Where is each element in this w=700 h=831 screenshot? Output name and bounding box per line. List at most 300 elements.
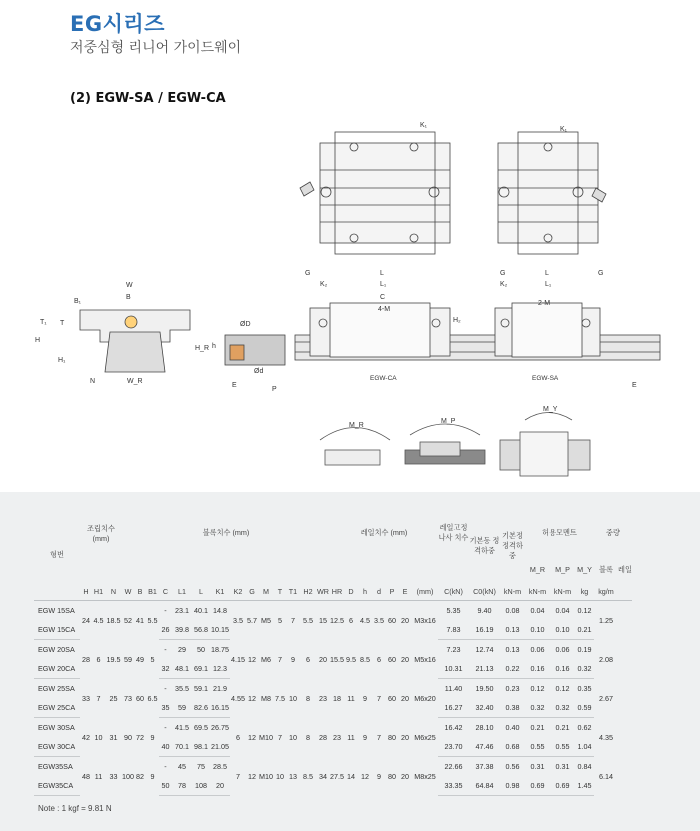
table-cell: 19.5: [106, 654, 121, 664]
l-label: L: [380, 270, 384, 277]
table-cell: 48: [82, 771, 90, 781]
table-cell: 50: [197, 645, 205, 654]
drawing-canvas: [0, 110, 700, 492]
table-cell: 23: [333, 732, 341, 742]
column-header: W: [124, 586, 132, 596]
column-header: kg: [580, 586, 589, 596]
table-cell: 0.22: [500, 659, 525, 679]
table-cell: 33: [82, 693, 90, 703]
table-cell: 0.10: [550, 620, 575, 640]
table-cell: 20: [401, 732, 409, 742]
table-cell: 64.84: [469, 776, 500, 796]
table-cell: 9: [377, 771, 381, 781]
n-label: N: [90, 378, 96, 385]
table-row: [34, 718, 632, 738]
column-header: H2: [303, 586, 313, 596]
column-header: B1: [148, 586, 157, 596]
table-cell: 37.38: [475, 762, 494, 771]
table-cell: 10.15: [210, 620, 230, 640]
table-cell: 0.59: [575, 698, 594, 718]
table-cell: 0.23: [505, 684, 520, 693]
d-small-label: Ød: [254, 368, 264, 375]
table-cell: 12.3: [210, 659, 230, 679]
weight-header: 중량: [606, 528, 620, 537]
table-cell: 23: [319, 693, 327, 703]
table-cell: 56.8: [192, 620, 210, 640]
table-cell: 6: [236, 732, 240, 742]
table-cell: 0.62: [577, 723, 592, 732]
table-cell: 25: [109, 693, 118, 703]
table-cell: 20: [401, 615, 409, 625]
table-cell: 9: [291, 654, 295, 664]
bolt-header: 레일고정나사 치수: [438, 523, 469, 542]
table-cell: 31: [109, 732, 118, 742]
table-cell: 0.21: [575, 620, 594, 640]
model-cell: EGW35SA: [38, 762, 73, 771]
table-cell: 4.15: [231, 654, 245, 664]
column-header: kN-m: [553, 586, 572, 596]
table-cell: 35: [159, 698, 172, 718]
table-cell: M10: [259, 732, 273, 742]
table-cell: 20: [401, 693, 409, 703]
table-cell: 0.31: [555, 762, 570, 771]
l1-label: L₁: [380, 281, 387, 288]
table-cell: 12.74: [475, 645, 494, 654]
table-cell: 0.16: [550, 659, 575, 679]
table-cell: 7: [291, 615, 295, 625]
table-cell: 6.14: [599, 771, 613, 781]
column-header: B: [137, 586, 143, 596]
table-cell: 59: [172, 698, 192, 718]
table-cell: 16.19: [469, 620, 500, 640]
table-cell: 15: [319, 615, 327, 625]
table-cell: 0.69: [550, 776, 575, 796]
table-cell: 32.40: [469, 698, 500, 718]
table-cell: 10.31: [438, 659, 469, 679]
table-cell: 8: [306, 732, 310, 742]
table-cell: 7: [278, 732, 282, 742]
table-cell: 0.69: [525, 776, 550, 796]
column-header: L: [199, 586, 203, 596]
mp-label: M_P: [441, 418, 456, 425]
table-cell: 10: [94, 732, 103, 742]
table-cell: 21.9: [213, 684, 227, 693]
table-cell: 9: [363, 693, 367, 703]
table-cell: 18.75: [211, 645, 229, 654]
table-cell: 40.1: [194, 606, 208, 615]
table-cell: 78: [172, 776, 192, 796]
table-cell: 0.21: [555, 723, 570, 732]
moment-header: 허용모멘트: [542, 528, 577, 537]
front-view: [80, 310, 190, 372]
table-cell: 6.5: [147, 693, 158, 703]
column-header: N: [110, 586, 117, 596]
table-cell: 12: [248, 654, 256, 664]
table-cell: -: [164, 762, 167, 771]
column-header: WR: [317, 586, 329, 596]
series-title: EG시리즈: [70, 12, 165, 36]
table-cell: 80: [388, 771, 396, 781]
assembly-header: 조립치수 (mm): [87, 523, 115, 543]
model-cell: EGW 25SA: [38, 684, 75, 693]
table-cell: 2.67: [599, 693, 613, 703]
mr-label: M_R: [349, 422, 364, 429]
k1-label-sa: K₁: [560, 126, 568, 133]
table-cell: 60: [388, 654, 396, 664]
table-cell: 26.75: [211, 723, 229, 732]
column-header: C0(kN): [473, 586, 496, 596]
table-cell: 20: [210, 776, 230, 796]
c-label: C: [380, 294, 386, 301]
column-header: D: [348, 586, 354, 596]
table-cell: 72: [136, 732, 144, 742]
model-cell: EGW 15CA: [34, 620, 80, 640]
model-cell: EGW35CA: [34, 776, 80, 796]
wr-label: W_R: [127, 378, 143, 385]
model-cell: EGW 15SA: [38, 606, 75, 615]
table-cell: 16.15: [210, 698, 230, 718]
table-cell: 48.1: [172, 659, 192, 679]
table-cell: 9.40: [477, 606, 492, 615]
table-cell: 7: [278, 654, 282, 664]
table-cell: 2.08: [599, 654, 613, 664]
table-cell: 8: [306, 693, 310, 703]
side-views: [225, 303, 660, 365]
model-cell: EGW 20SA: [38, 645, 75, 654]
table-cell: 6: [306, 654, 310, 664]
column-header: T1: [288, 586, 298, 596]
table-cell: 45: [178, 762, 186, 771]
column-header: kg/m: [598, 586, 614, 596]
table-cell: 8.5: [303, 771, 313, 781]
table-cell: 40: [159, 737, 172, 757]
column-header: (mm): [416, 586, 434, 596]
table-cell: 41: [136, 615, 144, 625]
table-cell: 0.13: [505, 645, 520, 654]
table-cell: 69.5: [194, 723, 208, 732]
my-label: M_Y: [543, 406, 558, 413]
table-cell: 6: [377, 654, 381, 664]
table-cell: 0.40: [505, 723, 520, 732]
table-cell: 4.5: [360, 615, 370, 625]
table-cell: 0.04: [555, 606, 570, 615]
k1-label: K₁: [420, 122, 428, 129]
table-cell: 73: [124, 693, 132, 703]
t-label: T: [60, 320, 65, 327]
column-header: T: [277, 586, 283, 596]
table-cell: 5.35: [446, 606, 461, 615]
table-cell: 5: [278, 615, 282, 625]
table-cell: 35.5: [175, 684, 189, 693]
my-symbol: M_Y: [577, 565, 592, 574]
h-total-label: H: [35, 337, 41, 344]
column-header: H1: [93, 586, 104, 596]
table-cell: 18: [333, 693, 341, 703]
table-cell: 60: [136, 693, 144, 703]
column-header: L1: [178, 586, 186, 596]
block-header: 블록치수 (mm): [202, 528, 250, 537]
table-cell: 0.12: [555, 684, 570, 693]
table-cell: 82.6: [192, 698, 210, 718]
k2-label-sa: K₂: [500, 281, 508, 288]
table-cell: 5: [150, 654, 155, 664]
top-view-ca: [300, 132, 450, 254]
table-cell: 32: [159, 659, 172, 679]
table-cell: 9: [150, 771, 155, 781]
block-weight-header: 블록: [599, 564, 613, 574]
table-row: [34, 757, 632, 777]
table-cell: M5: [261, 615, 271, 625]
table-cell: 4.55: [231, 693, 245, 703]
egw-sa-label: EGW-SA: [532, 375, 559, 382]
table-cell: 29: [178, 645, 186, 654]
table-cell: 0.12: [577, 606, 592, 615]
table-cell: 47.46: [469, 737, 500, 757]
e-label: E: [232, 382, 237, 389]
table-cell: 70.1: [172, 737, 192, 757]
table-cell: 28.5: [213, 762, 227, 771]
table-cell: 14.8: [213, 606, 227, 615]
table-cell: 12: [248, 771, 256, 781]
table-cell: 59: [124, 654, 132, 664]
p-label: P: [272, 386, 277, 393]
table-cell: 0.31: [530, 762, 545, 771]
w-label: W: [126, 282, 133, 289]
table-cell: 7.23: [446, 645, 461, 654]
table-cell: 3.5: [374, 615, 384, 625]
table-cell: 28: [319, 732, 327, 742]
table-cell: 5.5: [303, 615, 313, 625]
table-cell: 9: [150, 732, 155, 742]
column-header: M: [263, 586, 269, 596]
table-cell: 20: [401, 771, 409, 781]
table-cell: 80: [388, 732, 396, 742]
table-cell: 6: [349, 615, 353, 625]
table-cell: 16.42: [444, 723, 463, 732]
table-cell: 69.1: [192, 659, 210, 679]
table-cell: 0.06: [555, 645, 570, 654]
table-cell: 13: [289, 771, 297, 781]
column-header: C: [162, 586, 169, 596]
table-cell: 41.5: [175, 723, 189, 732]
table-cell: 16.27: [438, 698, 469, 718]
table-cell: 0.56: [505, 762, 520, 771]
table-cell: 4.5: [93, 615, 104, 625]
table-cell: 7: [377, 732, 381, 742]
table-cell: 0.55: [525, 737, 550, 757]
table-cell: 0.35: [577, 684, 592, 693]
table-cell: 4.35: [599, 732, 613, 742]
table-cell: 11: [347, 732, 355, 742]
k2-label: K₂: [320, 281, 328, 288]
l1-label-sa: L₁: [545, 281, 552, 288]
column-header: d: [377, 586, 381, 596]
table-cell: 75: [197, 762, 205, 771]
column-header: K1: [215, 586, 225, 596]
column-header: G: [249, 586, 255, 596]
table-cell: 12: [361, 771, 369, 781]
table-cell: 100: [122, 771, 134, 781]
spec-panel: [0, 492, 700, 831]
col-model-header: 형번: [50, 549, 64, 559]
column-header: E: [402, 586, 408, 596]
hr-label: H_R: [195, 345, 210, 352]
section-heading: (2) EGW-SA / EGW-CA: [70, 91, 226, 106]
column-header: kN-m: [503, 586, 522, 596]
column-header: kN-m: [528, 586, 547, 596]
column-header: C(kN): [444, 586, 463, 596]
table-cell: 59.1: [194, 684, 208, 693]
table-cell: 11: [347, 693, 355, 703]
spec-table: [34, 509, 632, 796]
g-label: G: [305, 270, 311, 277]
table-cell: 18.5: [106, 615, 121, 625]
b1-label: B₁: [74, 298, 82, 305]
table-cell: 33.35: [438, 776, 469, 796]
table-cell: 11: [94, 771, 103, 781]
table-cell: M6x25: [414, 732, 436, 742]
table-cell: -: [164, 645, 167, 654]
top-view-sa: [498, 132, 606, 254]
table-cell: 5.7: [247, 615, 257, 625]
table-cell: 0.19: [577, 645, 592, 654]
table-cell: 0.55: [550, 737, 575, 757]
table-cell: -: [164, 723, 167, 732]
table-row: [34, 679, 632, 699]
table-cell: 6: [96, 654, 101, 664]
table-cell: 11.40: [444, 684, 463, 693]
technical-drawings: [0, 110, 700, 492]
table-cell: 0.32: [525, 698, 550, 718]
rail-weight-header: 레일: [618, 564, 632, 574]
table-cell: 14: [347, 771, 355, 781]
table-cell: 23.70: [438, 737, 469, 757]
four-m-label: 4-M: [378, 306, 391, 313]
table-cell: 21.05: [210, 737, 230, 757]
table-cell: 22.66: [444, 762, 463, 771]
table-cell: 5.5: [147, 615, 158, 625]
table-cell: 108: [192, 776, 210, 796]
table-cell: 90: [124, 732, 132, 742]
h-label: h: [212, 343, 216, 350]
table-cell: 60: [388, 693, 396, 703]
table-cell: 20: [401, 654, 409, 664]
table-cell: 0.10: [525, 620, 550, 640]
table-cell: -: [164, 606, 167, 615]
two-m-label: 2-M: [538, 300, 551, 307]
table-cell: 12: [248, 732, 256, 742]
table-cell: 0.04: [530, 606, 545, 615]
b-label: B: [126, 294, 131, 301]
table-cell: 10: [276, 771, 284, 781]
table-cell: 0.16: [525, 659, 550, 679]
table-row: [34, 640, 632, 660]
table-cell: 39.8: [172, 620, 192, 640]
mr-symbol: M_R: [529, 565, 546, 574]
table-cell: 0.68: [500, 737, 525, 757]
g-label-sa: G: [500, 270, 506, 277]
column-header: H: [83, 586, 89, 596]
table-cell: 3.5: [233, 615, 243, 625]
h2-label: H₂: [453, 317, 461, 324]
column-header: K2: [233, 586, 243, 596]
table-cell: 7.83: [438, 620, 469, 640]
table-cell: M6: [261, 654, 271, 664]
rail-header: 레일치수 (mm): [360, 528, 408, 537]
table-cell: 27.5: [330, 771, 344, 781]
table-cell: 1.04: [575, 737, 594, 757]
basic-static-header: 기본정 정격하중: [502, 530, 523, 560]
table-cell: 7.5: [275, 693, 285, 703]
table-cell: 33: [109, 771, 118, 781]
table-cell: 12.5: [330, 615, 344, 625]
table-cell: 0.32: [575, 659, 594, 679]
table-cell: 0.12: [530, 684, 545, 693]
table-cell: 0.13: [500, 620, 525, 640]
table-cell: 9.5: [346, 654, 356, 664]
table-cell: 60: [388, 615, 396, 625]
table-cell: M6x20: [414, 693, 436, 703]
table-cell: 28: [82, 654, 90, 664]
table-row: [34, 601, 632, 621]
egw-ca-label: EGW-CA: [370, 375, 397, 382]
model-cell: EGW 30CA: [34, 737, 80, 757]
h1-label: H₁: [58, 357, 66, 364]
table-cell: 24: [82, 615, 90, 625]
table-cell: 0.38: [500, 698, 525, 718]
model-cell: EGW 25CA: [34, 698, 80, 718]
table-cell: M8: [261, 693, 271, 703]
table-cell: M5x16: [414, 654, 436, 664]
table-cell: 0.98: [500, 776, 525, 796]
g-label-sa-right: G: [598, 270, 604, 277]
table-cell: 7: [96, 693, 101, 703]
table-cell: 0.84: [577, 762, 592, 771]
table-cell: M3x16: [414, 615, 436, 625]
series-subtitle: 저중심형 리니어 가이드웨이: [70, 40, 242, 56]
table-cell: 0.21: [530, 723, 545, 732]
d-big-label: ØD: [240, 321, 251, 328]
model-cell: EGW 20CA: [34, 659, 80, 679]
mp-symbol: M_P: [555, 565, 570, 574]
table-cell: 0.32: [550, 698, 575, 718]
table-cell: 49: [136, 654, 144, 664]
table-cell: 10: [289, 732, 297, 742]
table-cell: 98.1: [192, 737, 210, 757]
unit-note: Note : 1 kgf = 9.81 N: [38, 804, 112, 813]
table-cell: 34: [319, 771, 327, 781]
table-cell: 21.13: [469, 659, 500, 679]
table-cell: 9: [363, 732, 367, 742]
table-cell: 8.5: [360, 654, 370, 664]
table-cell: 28.10: [475, 723, 494, 732]
table-cell: M10: [259, 771, 273, 781]
table-cell: 50: [159, 776, 172, 796]
table-cell: 12: [248, 693, 256, 703]
table-cell: 7: [236, 771, 240, 781]
table-cell: 0.08: [505, 606, 520, 615]
t1-label: T₁: [40, 319, 47, 326]
l-label-sa: L: [545, 270, 549, 277]
table-cell: 19.50: [475, 684, 494, 693]
table-cell: 20: [319, 654, 327, 664]
table-cell: 82: [136, 771, 144, 781]
table-cell: 42: [82, 732, 90, 742]
model-cell: EGW 30SA: [38, 723, 75, 732]
column-header: h: [363, 586, 367, 596]
table-cell: 26: [159, 620, 172, 640]
table-cell: 1.45: [575, 776, 594, 796]
